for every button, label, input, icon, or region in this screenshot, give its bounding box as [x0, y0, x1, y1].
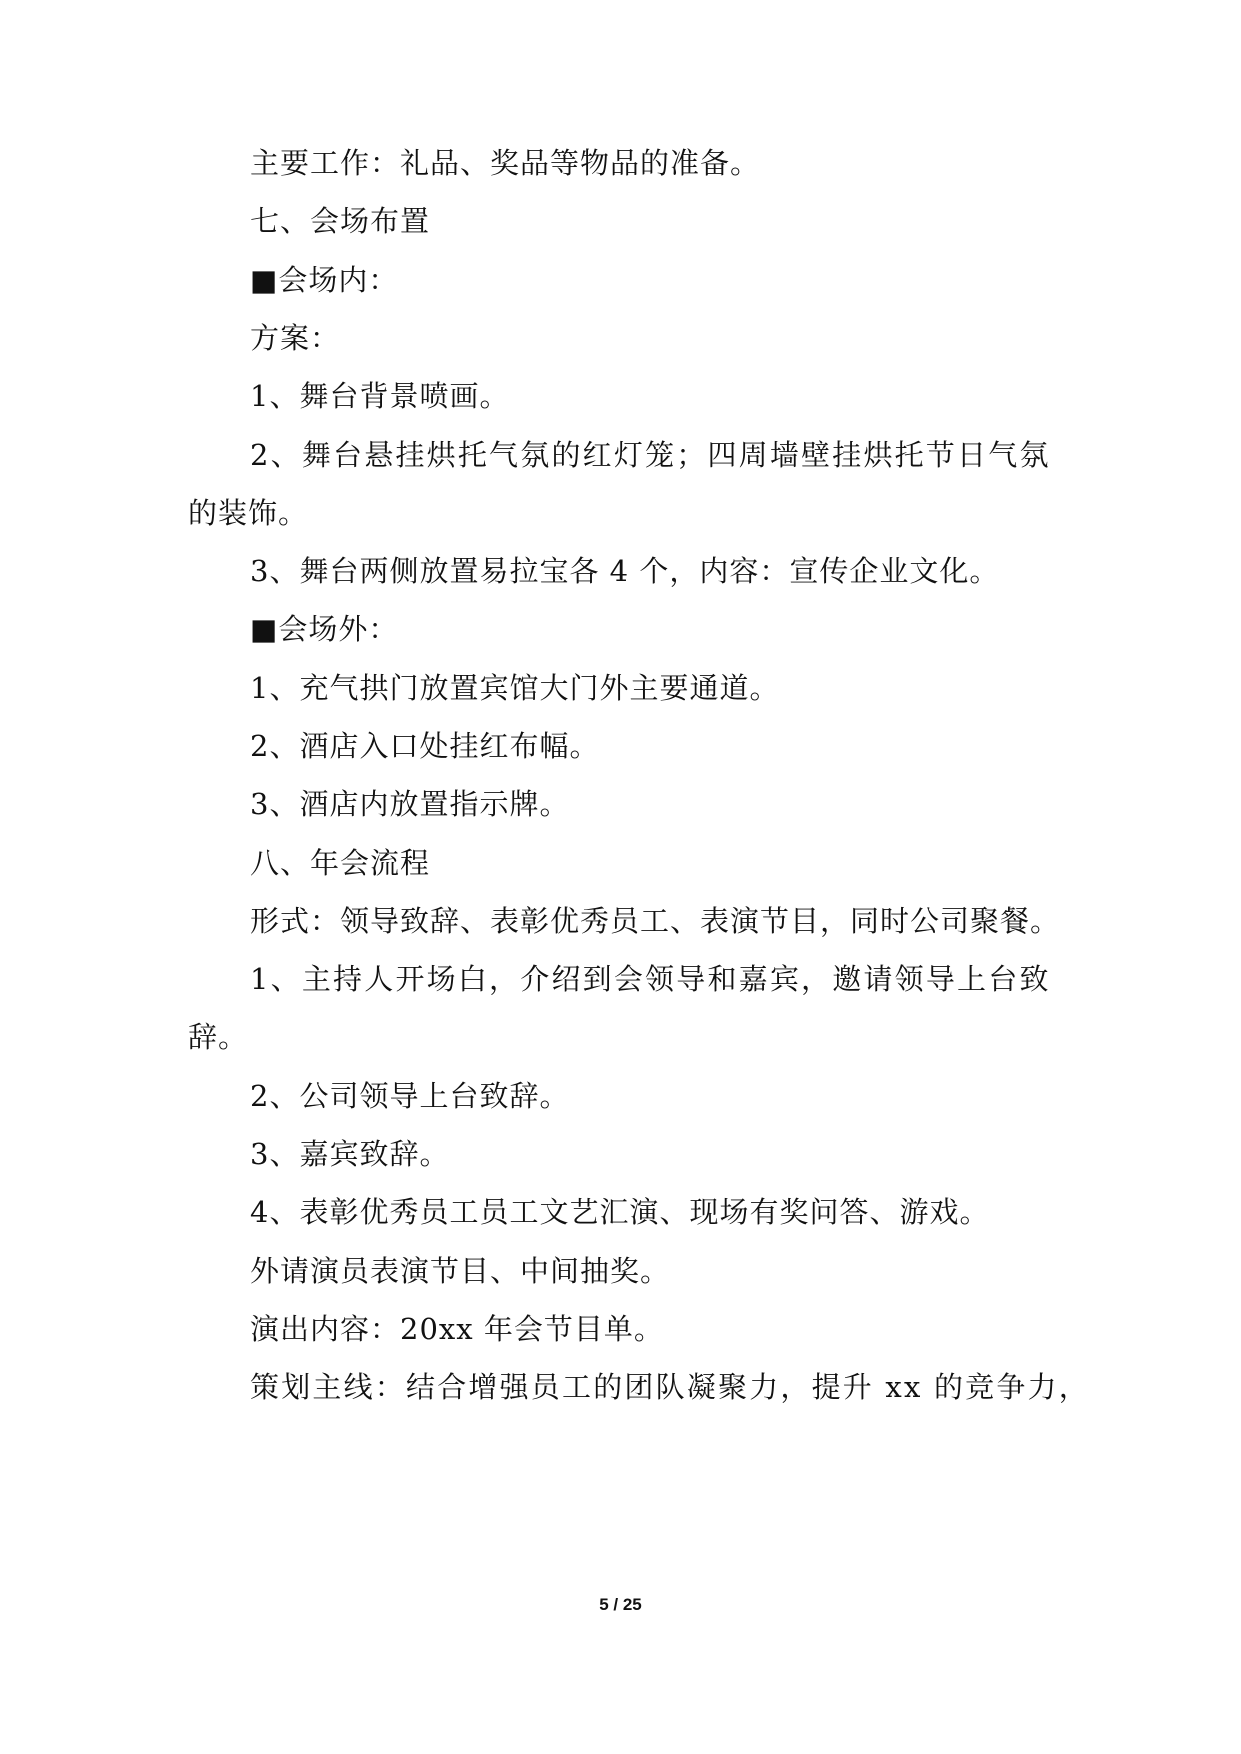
section-heading-annual-meeting-process: 八、年会流程	[250, 846, 431, 880]
section-heading-venue-layout: 七、会场布置	[250, 204, 431, 238]
list-item-continuation: 的装饰。	[188, 496, 309, 530]
list-item: 2、舞台悬挂烘托气氛的红灯笼；四周墙壁挂烘托节日气氛	[250, 438, 1051, 472]
page-number: 5 / 25	[599, 1595, 642, 1614]
list-item: 1、充气拱门放置宾馆大门外主要通道。	[250, 671, 780, 705]
list-item: 3、酒店内放置指示牌。	[250, 787, 570, 821]
subheading-outside-venue: ■会场外：	[250, 612, 399, 646]
paragraph-line: 外请演员表演节目、中间抽奖。	[250, 1254, 671, 1288]
list-item: 2、酒店入口处挂红布幅。	[250, 729, 600, 763]
paragraph-line: 形式：领导致辞、表彰优秀员工、表演节目，同时公司聚餐。	[250, 904, 1061, 938]
list-item-continuation: 辞。	[188, 1020, 249, 1054]
list-item: 2、公司领导上台致辞。	[250, 1079, 570, 1113]
paragraph-line: 策划主线：结合增强员工的团队凝聚力，提升 xx 的竞争力，	[250, 1370, 1090, 1404]
list-item: 4、表彰优秀员工员工文艺汇演、现场有奖问答、游戏。	[250, 1195, 990, 1229]
list-item: 3、舞台两侧放置易拉宝各 4 个，内容：宣传企业文化。	[250, 554, 1000, 588]
subheading-inside-venue: ■会场内：	[250, 263, 399, 297]
paragraph-line: 主要工作：礼品、奖品等物品的准备。	[250, 146, 761, 180]
paragraph-line: 方案：	[250, 321, 341, 355]
list-item: 3、嘉宾致辞。	[250, 1137, 450, 1171]
paragraph-line: 演出内容：20xx 年会节目单。	[250, 1312, 664, 1346]
list-item: 1、舞台背景喷画。	[250, 379, 510, 413]
list-item: 1、主持人开场白，介绍到会领导和嘉宾，邀请领导上台致	[250, 962, 1051, 996]
